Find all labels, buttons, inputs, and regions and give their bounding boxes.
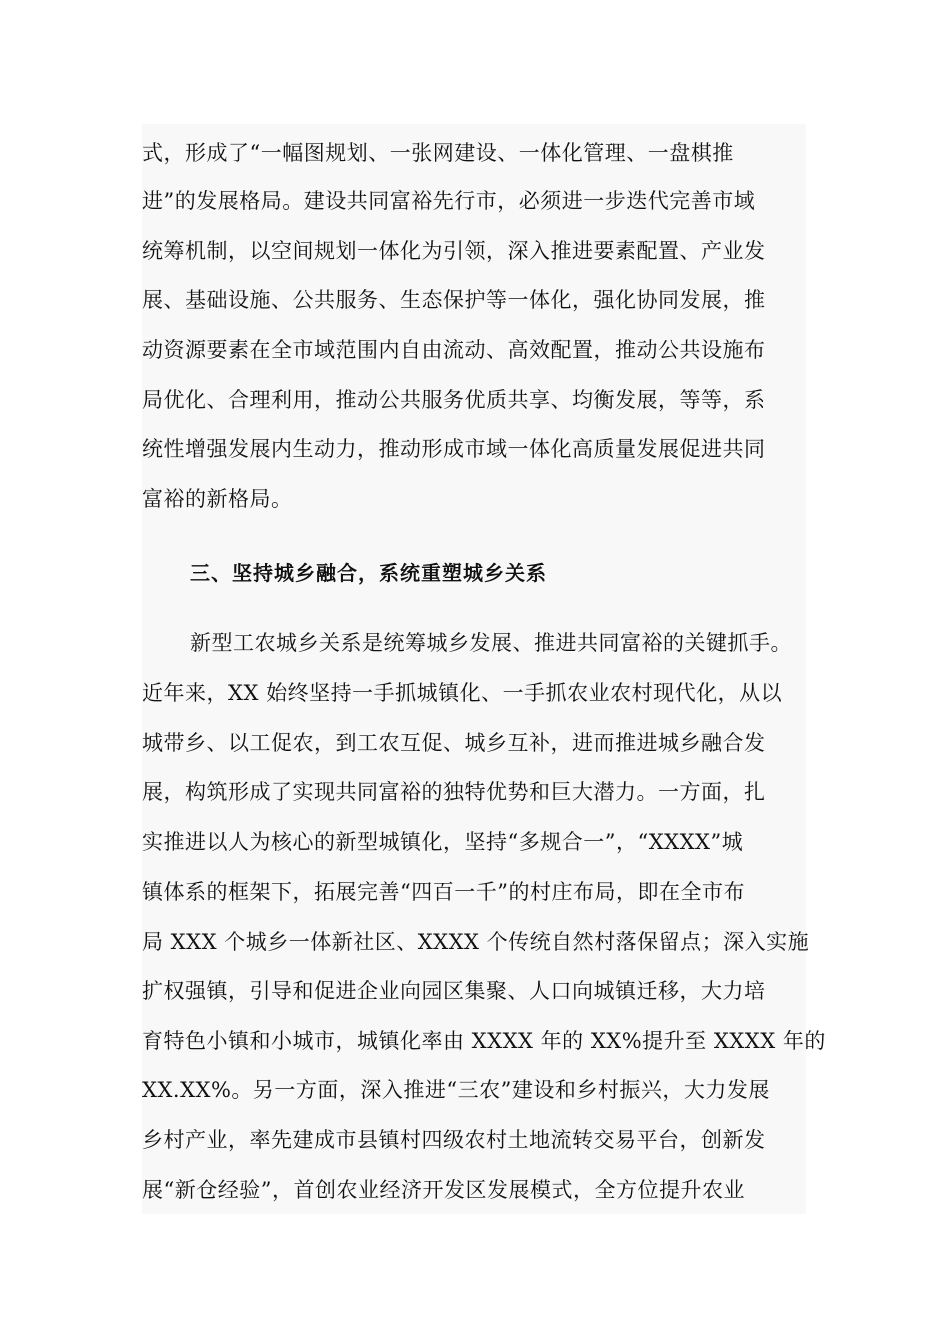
paragraph-1-line: 式，形成了“一幅图规划、一张网建设、一体化管理、一盘棋推 [142,141,734,165]
paragraph-1-line: 统筹机制，以空间规划一体化为引领，深入推进要素配置、产业发 [142,239,766,263]
paragraph-2-line: XX.XX%。另一方面，深入推进“三农”建设和乡村振兴，大力发展 [142,1078,770,1102]
paragraph-1-line: 富裕的新格局。 [142,487,293,511]
paragraph-2-line: 展“新仓经验”，首创农业经济开发区发展模式，全方位提升农业 [142,1178,745,1202]
paragraph-2-line: 扩权强镇，引导和促进企业向园区集聚、人口向城镇迁移，大力培 [142,979,766,1003]
section-heading: 三、坚持城乡融合，系统重塑城乡关系 [190,561,547,585]
paragraph-2-line: 育特色小镇和小城市，城镇化率由 XXXX 年的 XX%提升至 XXXX 年的 [142,1029,826,1053]
paragraph-2-line: 镇体系的框架下，拓展完善“四百一千”的村庄布局，即在全市布 [142,880,745,904]
paragraph-2-line: 实推进以人为核心的新型城镇化，坚持“多规合一”，“XXXX”城 [142,830,744,854]
paragraph-1-line: 展、基础设施、公共服务、生态保护等一体化，强化协同发展，推 [142,288,766,312]
paragraph-2-line: 新型工农城乡关系是统筹城乡发展、推进共同富裕的关键抓手。 [190,631,792,655]
paragraph-2-line: 近年来，XX 始终坚持一手抓城镇化、一手抓农业农村现代化，从以 [142,681,783,705]
paragraph-2-line: 展，构筑形成了实现共同富裕的独特优势和巨大潜力。一方面，扎 [142,780,766,804]
paragraph-1-line: 进”的发展格局。建设共同富裕先行市，必须进一步迭代完善市域 [142,189,756,213]
paragraph-2-line: 城带乡、以工促农，到工农互促、城乡互补，进而推进城乡融合发 [142,731,766,755]
paragraph-1-line: 统性增强发展内生动力，推动形成市域一体化高质量发展促进共同 [142,437,766,461]
paragraph-1-line: 局优化、合理利用，推动公共服务优质共享、均衡发展，等等，系 [142,388,766,412]
paragraph-2-line: 局 XXX 个城乡一体新社区、XXXX 个传统自然村落保留点；深入实施 [142,930,810,954]
paragraph-2-line: 乡村产业，率先建成市县镇村四级农村土地流转交易平台，创新发 [142,1128,766,1152]
paragraph-1-line: 动资源要素在全市域范围内自由流动、高效配置，推动公共设施布 [142,338,766,362]
